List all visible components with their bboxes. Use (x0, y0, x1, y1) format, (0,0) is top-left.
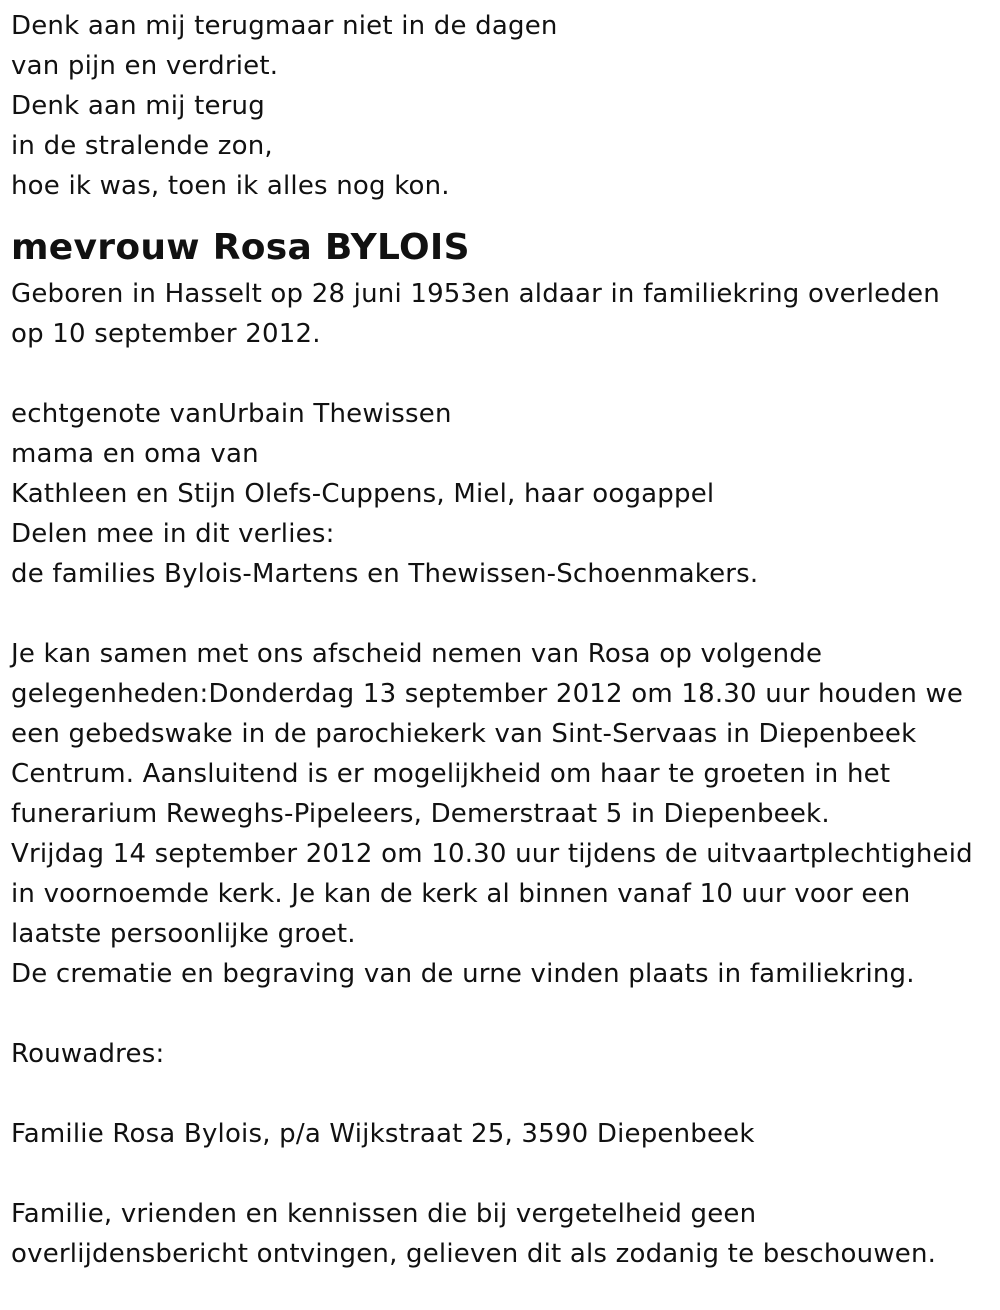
arrangements-line: De crematie en begraving van de urne vinden plaats in familiekring. (11, 959, 915, 989)
address-label: Rouwadres: (11, 1039, 165, 1069)
birth-death-line: op 10 september 2012. (11, 319, 321, 349)
family-section (11, 394, 991, 594)
closing-section (11, 1194, 991, 1274)
arrangements-line: Vrijdag 14 september 2012 om 10.30 uur tijdens de uitvaartplechtigheid (11, 839, 973, 869)
family-line: de families Bylois-Martens en Thewissen-Schoenmakers. (11, 559, 759, 589)
family-line: Delen mee in dit verlies: (11, 519, 335, 549)
closing-line: overlijdensbericht ontvingen, gelieven dit als zodanig te beschouwen. (11, 1239, 937, 1269)
arrangements-line: funerarium Reweghs-Pipeleers, Demerstraat 5 in Diepenbeek. (11, 799, 830, 829)
family-line: mama en oma van (11, 439, 259, 469)
arrangements-line: in voornoemde kerk. Je kan de kerk al binnen vanaf 10 uur voor een (11, 879, 911, 909)
arrangements-line: gelegenheden:Donderdag 13 september 2012 om 18.30 uur houden we (11, 679, 964, 709)
arrangements-line: Je kan samen met ons afscheid nemen van Rosa op volgende (11, 639, 823, 669)
family-line: Kathleen en Stijn Olefs-Cuppens, Miel, haar oogappel (11, 479, 715, 509)
family-line: echtgenote vanUrbain Thewissen (11, 399, 452, 429)
poem (11, 6, 991, 206)
deceased-name: mevrouw Rosa BYLOIS (11, 227, 470, 268)
poem-line: van pijn en verdriet. (11, 51, 279, 81)
poem-line: hoe ik was, toen ik alles nog kon. (11, 171, 450, 201)
poem-line: Denk aan mij terugmaar niet in de dagen (11, 11, 558, 41)
arrangements-line: een gebedswake in de parochiekerk van Sint-Servaas in Diepenbeek (11, 719, 917, 749)
arrangements-section (11, 634, 991, 994)
closing-line: Familie, vrienden en kennissen die bij vergetelheid geen (11, 1199, 757, 1229)
arrangements-line: laatste persoonlijke groet. (11, 919, 356, 949)
poem-line: in de stralende zon, (11, 131, 273, 161)
address-value: Familie Rosa Bylois, p/a Wijkstraat 25, 3590 Diepenbeek (11, 1119, 755, 1149)
birth-death-line: Geboren in Hasselt op 28 juni 1953en aldaar in familiekring overleden (11, 279, 940, 309)
death-notice (11, 6, 991, 1274)
poem-line: Denk aan mij terug (11, 91, 265, 121)
arrangements-line: Centrum. Aansluitend is er mogelijkheid om haar te groeten in het (11, 759, 891, 789)
